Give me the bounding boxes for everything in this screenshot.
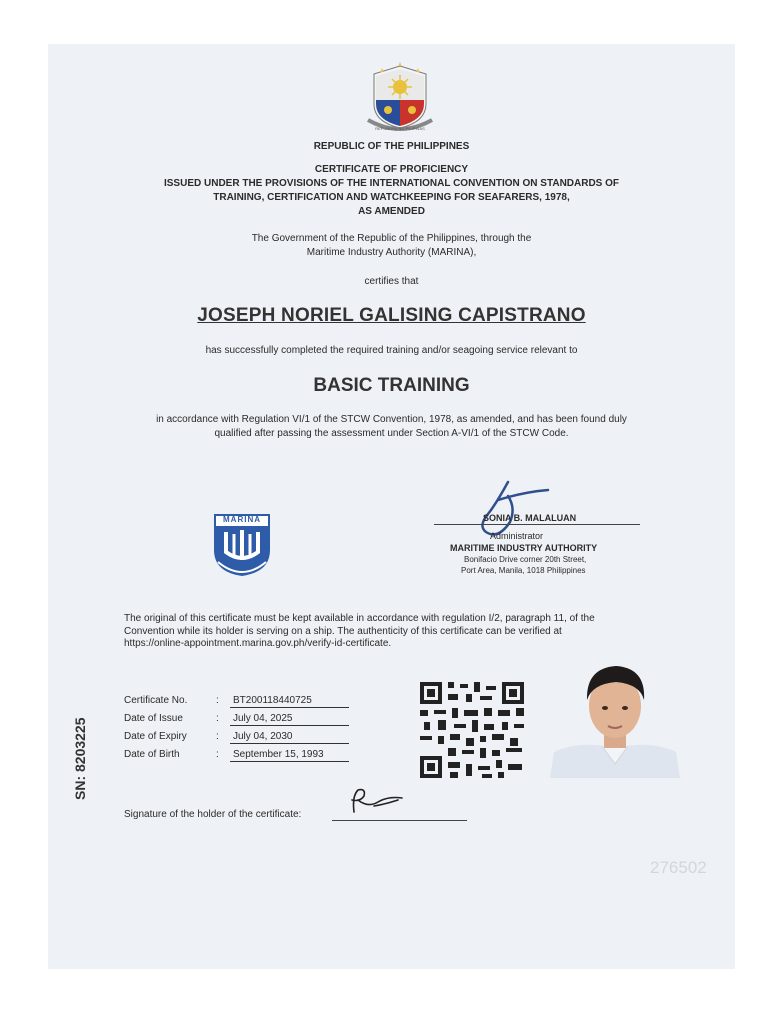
cert-no-label: Certificate No. xyxy=(124,695,188,706)
expiry-value: July 04, 2030 xyxy=(230,731,349,744)
issue-label: Date of Issue xyxy=(124,713,183,724)
certifies-text: certifies that xyxy=(364,276,419,287)
issue-value: July 04, 2025 xyxy=(230,713,349,726)
verification-url: https://online-appointment.marina.gov.ph/verify-id-certificate. xyxy=(124,638,392,649)
notice-line-1: The original of this certificate must be kept available in accordance with regulation I/2, paragraph 11, of the xyxy=(124,613,595,624)
colon: : xyxy=(216,695,219,706)
republic-heading: REPUBLIC OF THE PHILIPPINES xyxy=(313,141,470,152)
administrator-signature-line xyxy=(434,524,640,525)
expiry-label: Date of Expiry xyxy=(124,731,187,742)
signatory-org: MARITIME INDUSTRY AUTHORITY xyxy=(450,543,598,553)
notice-line-2: Convention while its holder is serving on a ship. The authenticity of this certificate can be verified at xyxy=(124,626,562,637)
certificate-type: CERTIFICATE OF PROFICIENCY xyxy=(314,164,469,175)
accordance-line-1: in accordance with Regulation VI/1 of the STCW Convention, 1978, as amended, and has been found duly xyxy=(156,414,627,425)
intro-line-2: Maritime Industry Authority (MARINA), xyxy=(306,247,477,258)
cert-no-value: BT200118440725 xyxy=(230,695,349,708)
accordance-line-2: qualified after passing the assessment under Section A-VI/1 of the STCW Code. xyxy=(214,428,569,439)
signatory-address-2: Port Area, Manila, 1018 Philippines xyxy=(461,566,586,575)
birth-label: Date of Birth xyxy=(124,749,180,760)
signatory-name: SONIA B. MALALUAN xyxy=(483,513,577,523)
provisions-line-1: ISSUED UNDER THE PROVISIONS OF THE INTERNATIONAL CONVENTION ON STANDARDS OF xyxy=(163,178,620,189)
colon: : xyxy=(216,731,219,742)
holder-signature-label: Signature of the holder of the certificate: xyxy=(124,809,302,820)
signatory-address-1: Bonifacio Drive corner 20th Street, xyxy=(464,555,587,564)
holder-signature-line xyxy=(332,820,467,821)
holder-photo xyxy=(550,660,680,778)
colon: : xyxy=(216,749,219,760)
provisions-line-2: TRAINING, CERTIFICATION AND WATCHKEEPING FOR SEAFARERS, 1978, xyxy=(213,192,570,203)
birth-value: September 15, 1993 xyxy=(230,749,349,762)
provisions-line-3: AS AMENDED xyxy=(358,206,425,217)
completed-text: has successfully completed the required training and/or seagoing service relevant to xyxy=(205,345,578,356)
holder-signature xyxy=(344,786,406,816)
colon: : xyxy=(216,713,219,724)
philippine-seal-icon xyxy=(362,60,438,136)
signatory-title: Administrator xyxy=(490,531,544,541)
seal-ribbon-text: REPUBLIKA NG PILIPINAS xyxy=(375,126,425,131)
qr-code-icon xyxy=(418,680,526,780)
intro-line-1: The Government of the Republic of the Philippines, through the xyxy=(251,233,532,244)
serial-number: SN: 8203225 xyxy=(72,717,88,800)
holder-name: JOSEPH NORIEL GALISING CAPISTRANO xyxy=(197,305,586,326)
faint-background-number: 276502 xyxy=(650,858,707,877)
course-title: BASIC TRAINING xyxy=(313,375,470,396)
marina-logo-text: MARINA xyxy=(223,515,261,524)
